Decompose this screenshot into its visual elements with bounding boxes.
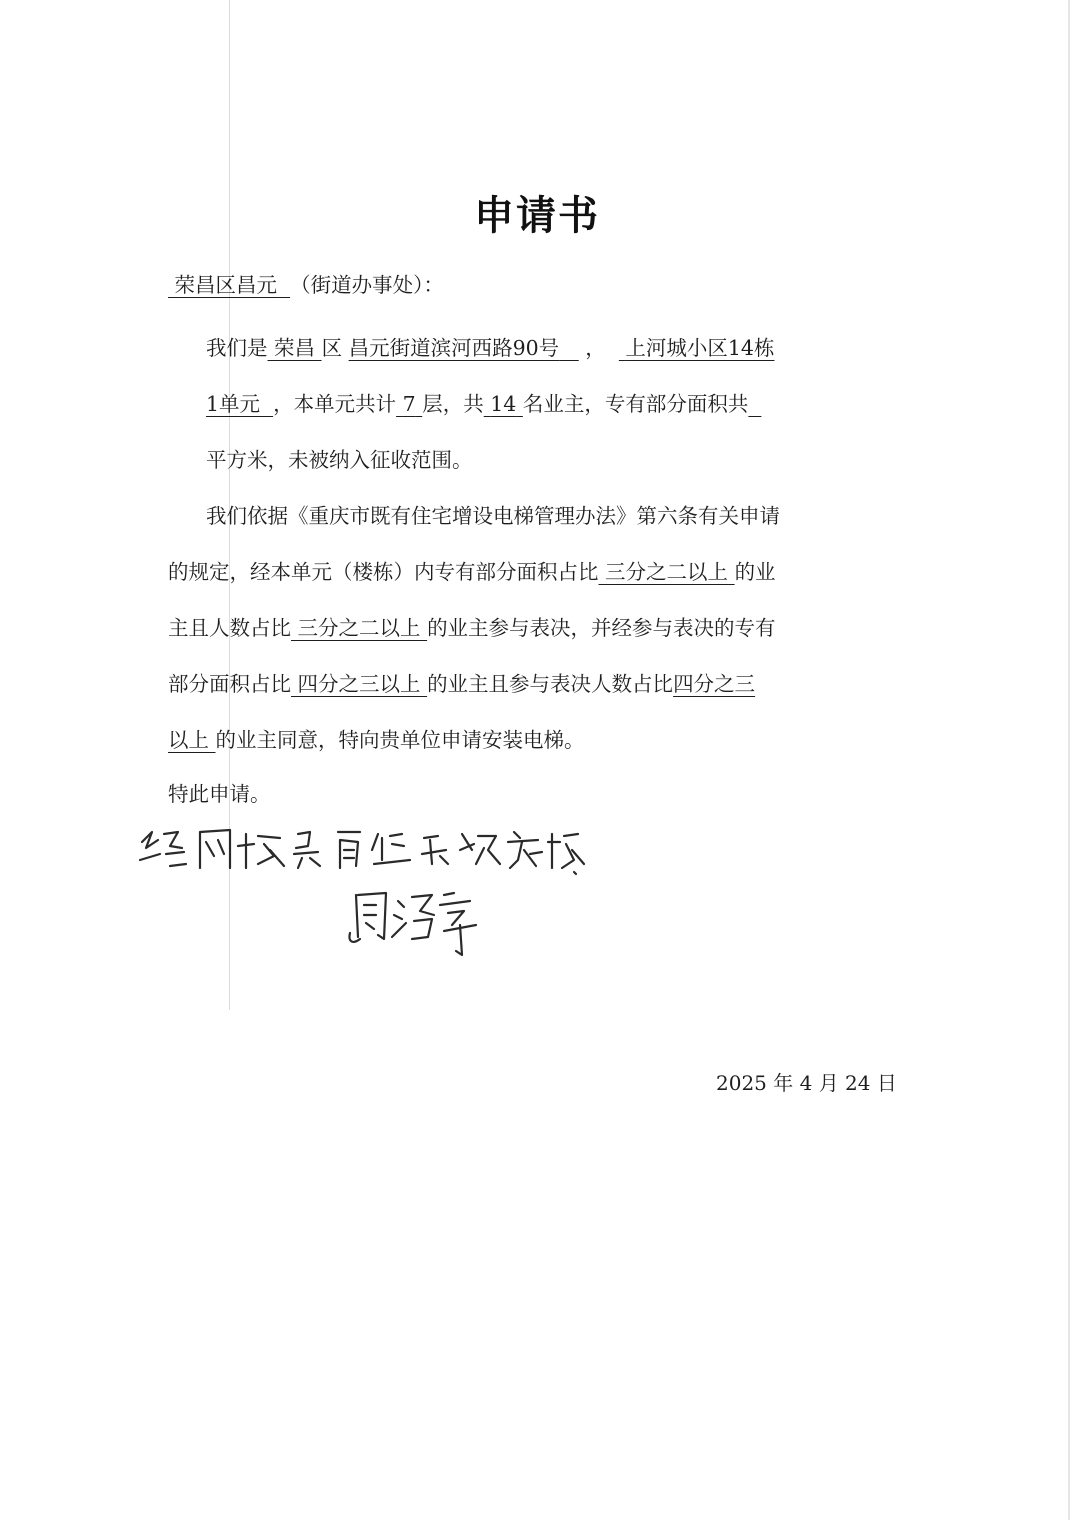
field-unit: 1单元: [206, 392, 261, 416]
para1-line3: 平方米，未被纳入征收范围。: [206, 448, 473, 472]
para2-line2: 的规定，经本单元（楼栋）内专有部分面积占比 三分之二以上 的业: [168, 560, 776, 584]
field-street: 昌元街道滨河西路90号: [348, 336, 560, 360]
field-people-ratio: 三分之二以上: [297, 616, 421, 640]
para2-line4: 部分面积占比 四分之三以上 的业主且参与表决人数占比四分之三: [168, 672, 756, 696]
field-district: 荣昌: [274, 336, 316, 360]
field-community: 上河城小区14栋: [625, 336, 775, 360]
handwritten-note-image: [134, 820, 584, 880]
para2-line3: 主且人数占比 三分之二以上 的业主参与表决，并经参与表决的专有: [168, 616, 776, 640]
field-vote-people-ratio-a: 四分之三: [673, 672, 756, 696]
field-area: [748, 392, 761, 416]
document-title: 申请书: [474, 193, 600, 239]
addressee-district: 荣昌区昌元: [174, 273, 278, 297]
addressee-suffix: （街道办事处）：: [290, 273, 444, 297]
addressee-line: [168, 270, 444, 300]
para1-line1: 我们是 荣昌 区 昌元街道滨河西路90号 ， 上河城小区14栋: [206, 336, 775, 360]
field-vote-people-ratio-b: 以上: [168, 728, 209, 752]
closing-text: 特此申请。: [168, 782, 271, 806]
field-vote-area-ratio: 四分之三以上: [297, 672, 421, 696]
para1-line2: 1单元 ，本单元共计 7 层，共 14 名业主，专有部分面积共: [206, 389, 761, 419]
signature-image: [340, 885, 490, 965]
field-area-ratio: 三分之二以上: [605, 560, 729, 584]
field-floors: 7: [402, 392, 416, 416]
para2-line5: 以上 的业主同意，特向贵单位申请安装电梯。: [168, 728, 585, 752]
para2-line1: 我们依据《重庆市既有住宅增设电梯管理办法》第六条有关申请: [206, 504, 780, 528]
document-date: 2025 年 4 月 24 日: [716, 1071, 897, 1095]
field-owners: 14: [490, 392, 517, 416]
